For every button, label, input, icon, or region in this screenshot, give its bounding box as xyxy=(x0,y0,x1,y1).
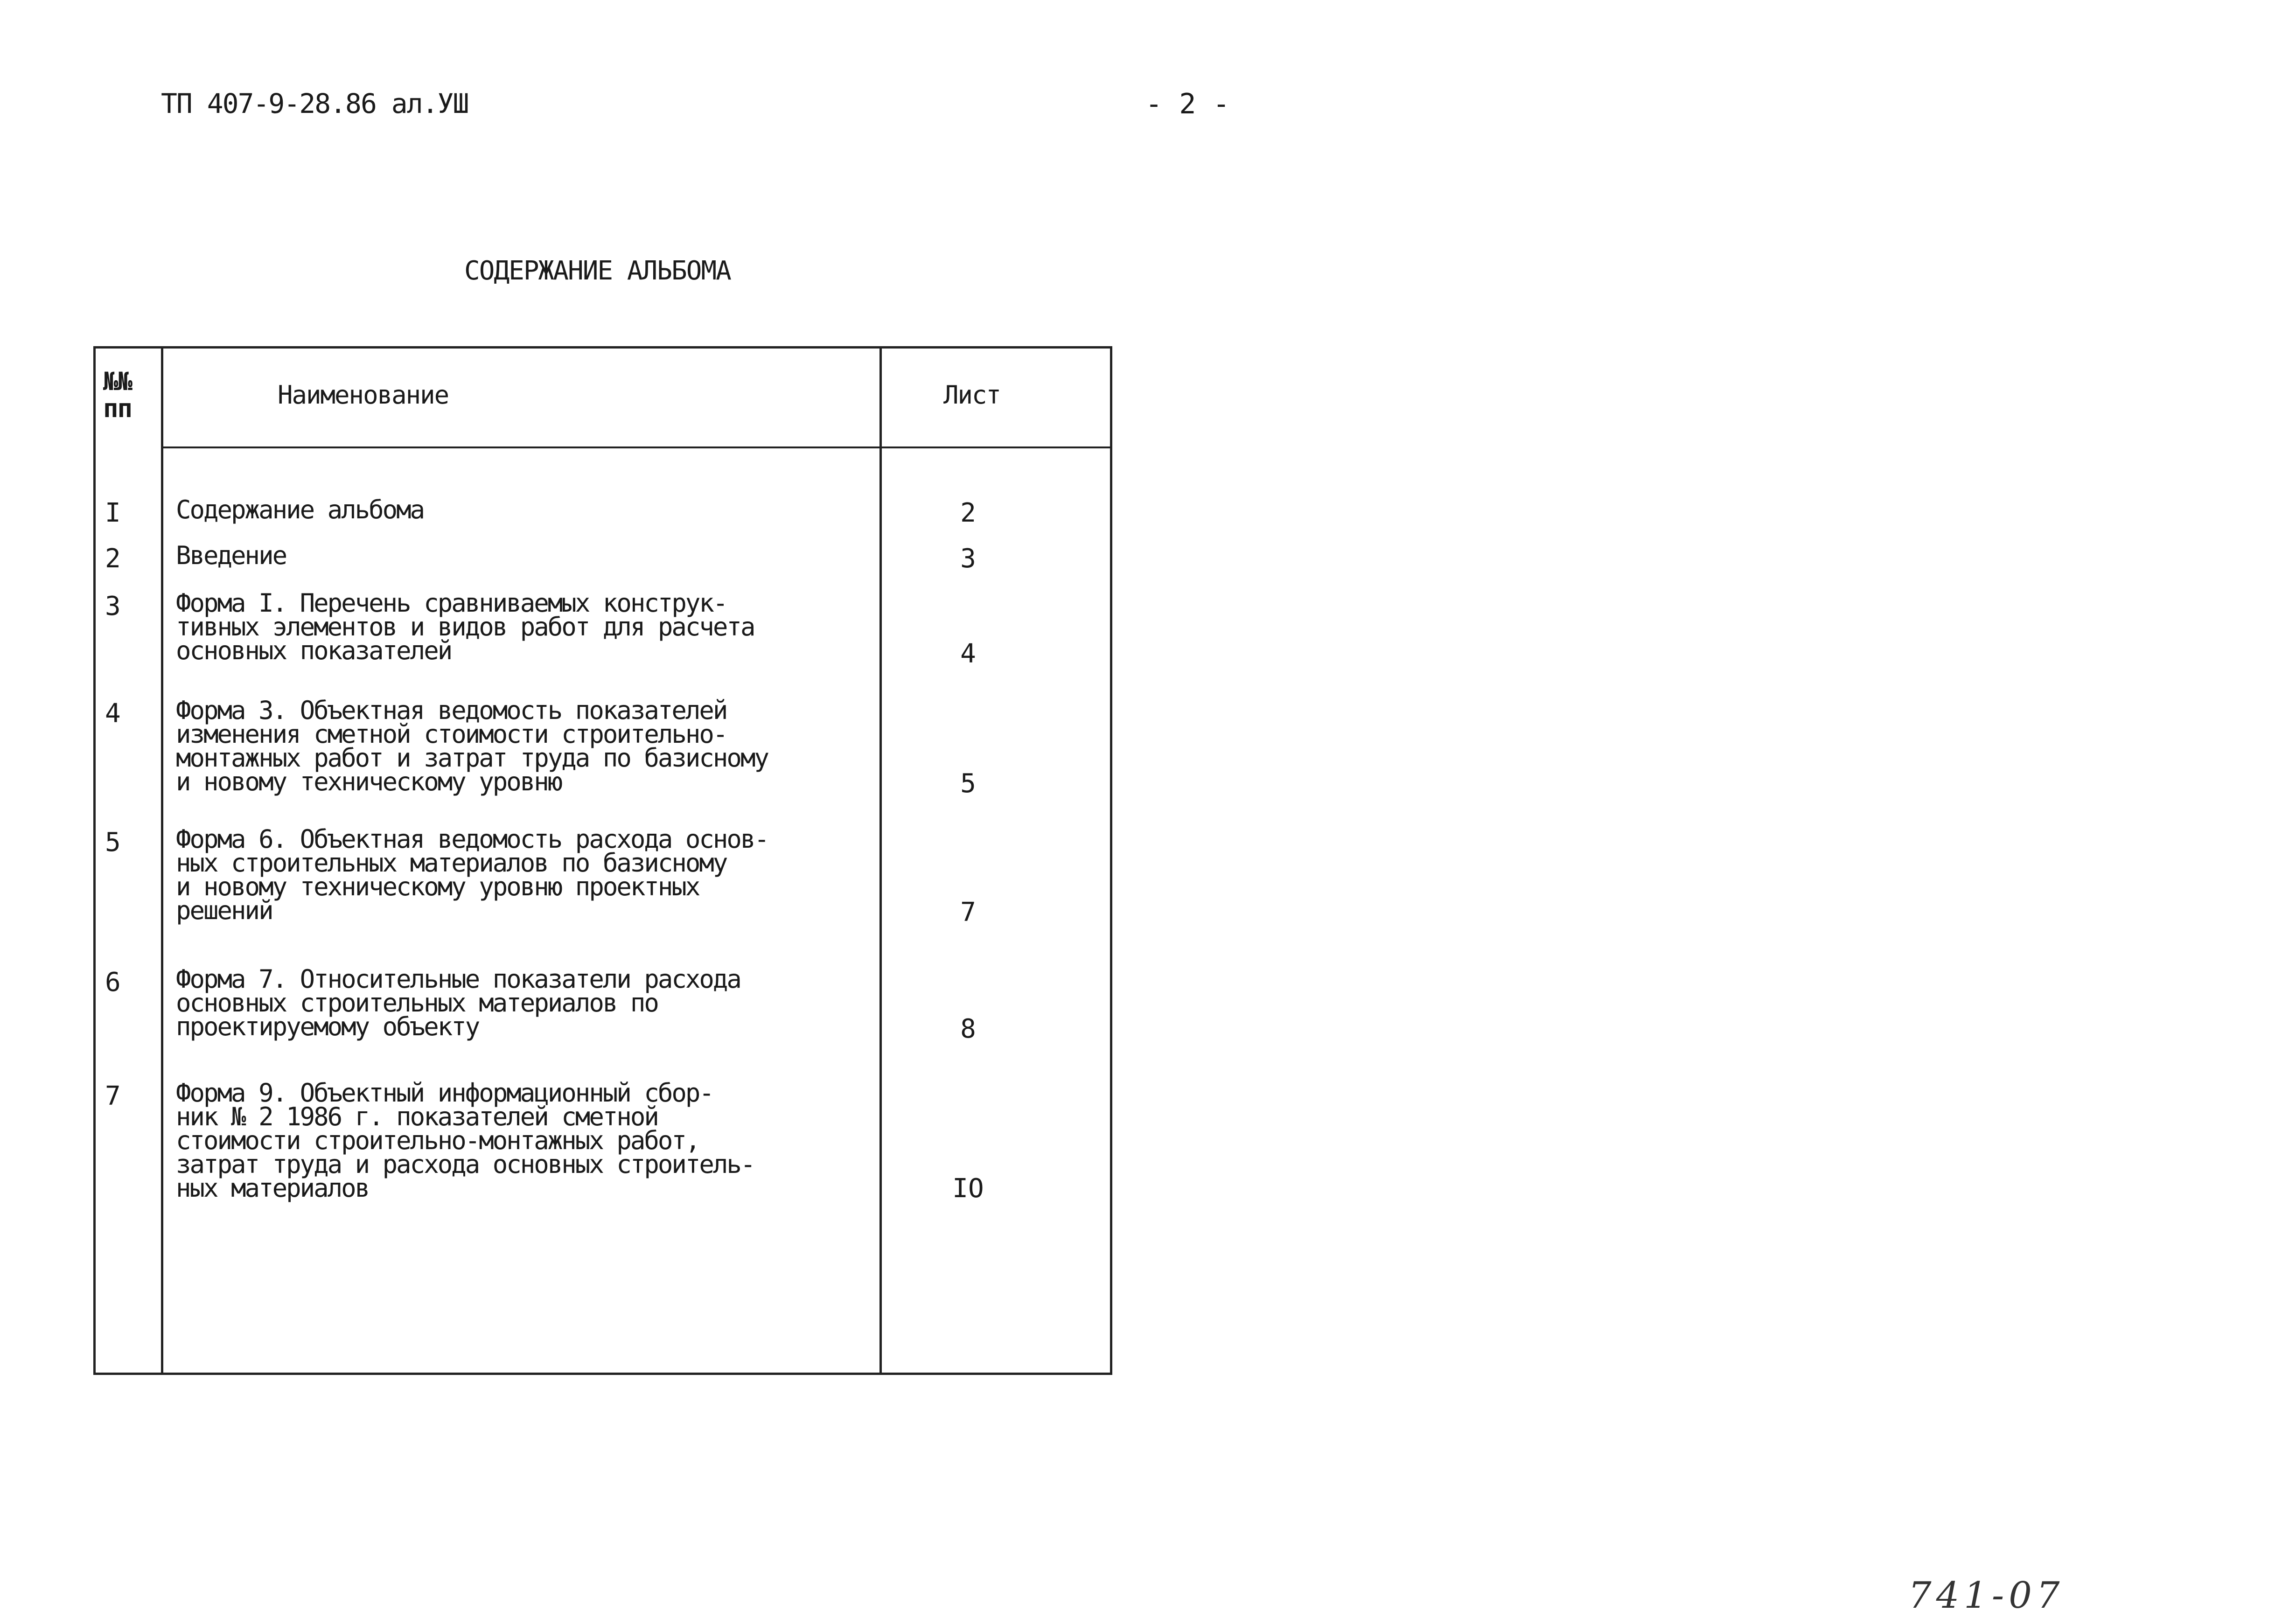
header-number: №№ пп xyxy=(103,367,132,423)
row-number: 5 xyxy=(105,827,121,858)
row-name: Форма 9. Объектный информационный сбор- ник № 2 1986 г. показателей сметной стоимости строительно-монтажных работ, затрат труда и расхода основных строитель- ных материалов xyxy=(176,1078,754,1203)
header-divider xyxy=(161,446,1110,448)
row-number: I xyxy=(105,498,121,528)
header-name: Наименование xyxy=(278,380,449,410)
contents-table xyxy=(93,346,1112,1375)
row-name: Форма 3. Объектная ведомость показателей изменения сметной стоимости строительно- монтажных работ и затрат труда по базисному и новому техническому уровню xyxy=(176,696,768,796)
row-name: Содержание альбома xyxy=(176,495,424,524)
row-sheet: 8 xyxy=(960,1014,976,1044)
row-number: 4 xyxy=(105,698,121,729)
row-sheet: 7 xyxy=(960,897,976,928)
page-title: СОДЕРЖАНИЕ АЛЬБОМА xyxy=(464,256,731,286)
row-sheet: 5 xyxy=(960,768,976,799)
row-sheet: 2 xyxy=(960,498,976,528)
row-sheet: IO xyxy=(952,1173,984,1204)
row-sheet: 3 xyxy=(960,544,976,574)
row-sheet: 4 xyxy=(960,639,976,669)
row-number: 6 xyxy=(105,967,121,997)
handwritten-note: 741-07 xyxy=(1908,1575,2065,1617)
column-divider xyxy=(879,349,882,1373)
row-name: Форма 6. Объектная ведомость расхода основ- ных строительных материалов по базисному и новому техническому уровню проектных решений xyxy=(176,824,768,925)
row-name: Форма I. Перечень сравниваемых конструк- тивных элементов и видов работ для расчета основных показателей xyxy=(176,588,754,665)
row-name: Форма 7. Относительные показатели расхода основных строительных материалов по проектируемому объекту xyxy=(176,964,740,1041)
row-name: Введение xyxy=(176,541,286,570)
row-number: 2 xyxy=(105,544,121,574)
column-divider xyxy=(161,349,163,1373)
row-number: 7 xyxy=(105,1081,121,1111)
document-code: ТП 407-9-28.86 ал.УШ xyxy=(161,88,468,119)
row-number: 3 xyxy=(105,591,121,621)
page-number: - 2 - xyxy=(1145,88,1230,120)
header-sheet: Лист xyxy=(943,380,1001,410)
